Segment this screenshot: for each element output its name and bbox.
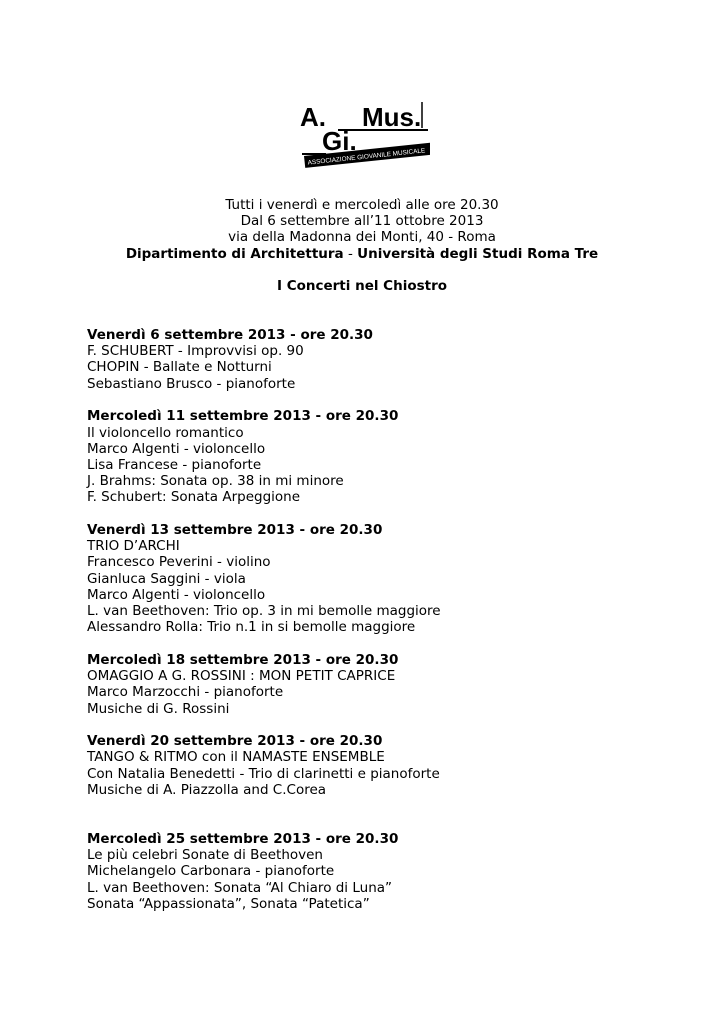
concert-heading: Mercoledì 18 settembre 2013 - ore 20.30 bbox=[87, 651, 399, 668]
concert-entry bbox=[87, 408, 687, 505]
concert-line: F. SCHUBERT - Improvvisi op. 90 bbox=[87, 343, 304, 360]
concert-line: Con Natalia Benedetti - Trio di clarinetti e pianoforte bbox=[87, 765, 440, 782]
venue-university: Università degli Studi Roma Tre bbox=[357, 245, 599, 262]
concert-line: L. van Beethoven: Trio op. 3 in mi bemolle maggiore bbox=[87, 603, 441, 620]
concert-line: Michelangelo Carbonara - pianoforte bbox=[87, 863, 335, 880]
concert-line: TANGO & RITMO con il NAMASTE ENSEMBLE bbox=[87, 749, 385, 766]
logo-letters-gi: Gi. bbox=[322, 126, 357, 156]
concert-heading: Venerdì 20 settembre 2013 - ore 20.30 bbox=[87, 733, 383, 750]
concert-line: Marco Algenti - violoncello bbox=[87, 440, 266, 457]
concert-entry bbox=[87, 327, 687, 392]
concert-line: Francesco Peverini - violino bbox=[87, 554, 271, 571]
venue-separator: - bbox=[343, 245, 358, 262]
concert-line: Alessandro Rolla: Trio n.1 in si bemolle maggiore bbox=[87, 619, 416, 636]
concert-line: OMAGGIO A G. ROSSINI : MON PETIT CAPRICE bbox=[87, 668, 396, 685]
concert-line: Lisa Francese - pianoforte bbox=[87, 456, 262, 473]
concert-line: CHOPIN - Ballate e Notturni bbox=[87, 359, 272, 376]
concert-line: Marco Marzocchi - pianoforte bbox=[87, 684, 284, 701]
schedule-line: Tutti i venerdì e mercoledì alle ore 20.30 bbox=[225, 197, 499, 213]
concert-entry bbox=[87, 652, 687, 717]
concert-line: TRIO D’ARCHI bbox=[87, 538, 180, 555]
logo-letters-a: A. bbox=[300, 102, 326, 132]
concert-line: Marco Algenti - violoncello bbox=[87, 586, 266, 603]
concert-heading: Venerdì 13 settembre 2013 - ore 20.30 bbox=[87, 522, 383, 539]
concert-line: Sonata “Appassionata”, Sonata “Patetica” bbox=[87, 895, 370, 912]
concert-line: F. Schubert: Sonata Arpeggione bbox=[87, 489, 301, 506]
concert-line: Sebastiano Brusco - pianoforte bbox=[87, 375, 296, 392]
concert-line: Le più celebri Sonate di Beethoven bbox=[87, 847, 323, 864]
concert-entry bbox=[87, 831, 687, 912]
address-line: via della Madonna dei Monti, 40 - Roma bbox=[228, 229, 496, 246]
concert-list bbox=[87, 327, 687, 912]
concert-heading: Mercoledì 25 settembre 2013 - ore 20.30 bbox=[87, 831, 399, 848]
concert-line: L. van Beethoven: Sonata “Al Chiaro di Luna” bbox=[87, 879, 393, 896]
concert-heading: Mercoledì 11 settembre 2013 - ore 20.30 bbox=[87, 408, 399, 425]
concert-line: Gianluca Saggini - viola bbox=[87, 570, 246, 587]
concert-entry bbox=[87, 522, 687, 635]
concert-line: Musiche di A. Piazzolla and C.Corea bbox=[87, 781, 327, 798]
concert-entry bbox=[87, 733, 687, 798]
concert-line: Musiche di G. Rossini bbox=[87, 700, 230, 717]
concert-line: J. Brahms: Sonata op. 38 in mi minore bbox=[87, 473, 344, 490]
event-info-header bbox=[0, 197, 724, 262]
logo-letters-mus: Mus. bbox=[362, 102, 422, 132]
agimus-logo bbox=[298, 98, 430, 180]
series-title: I Concerti nel Chiostro bbox=[276, 278, 448, 294]
concert-line: Il violoncello romantico bbox=[87, 424, 244, 441]
logo-tagline: ASSOCIAZIONE GIOVANILE MUSICALE bbox=[307, 147, 426, 167]
venue-department: Dipartimento di Architettura bbox=[125, 245, 344, 262]
venue-line bbox=[0, 246, 724, 262]
concert-heading: Venerdì 6 settembre 2013 - ore 20.30 bbox=[87, 327, 373, 343]
date-range-line: Dal 6 settembre all’11 ottobre 2013 bbox=[240, 213, 484, 230]
